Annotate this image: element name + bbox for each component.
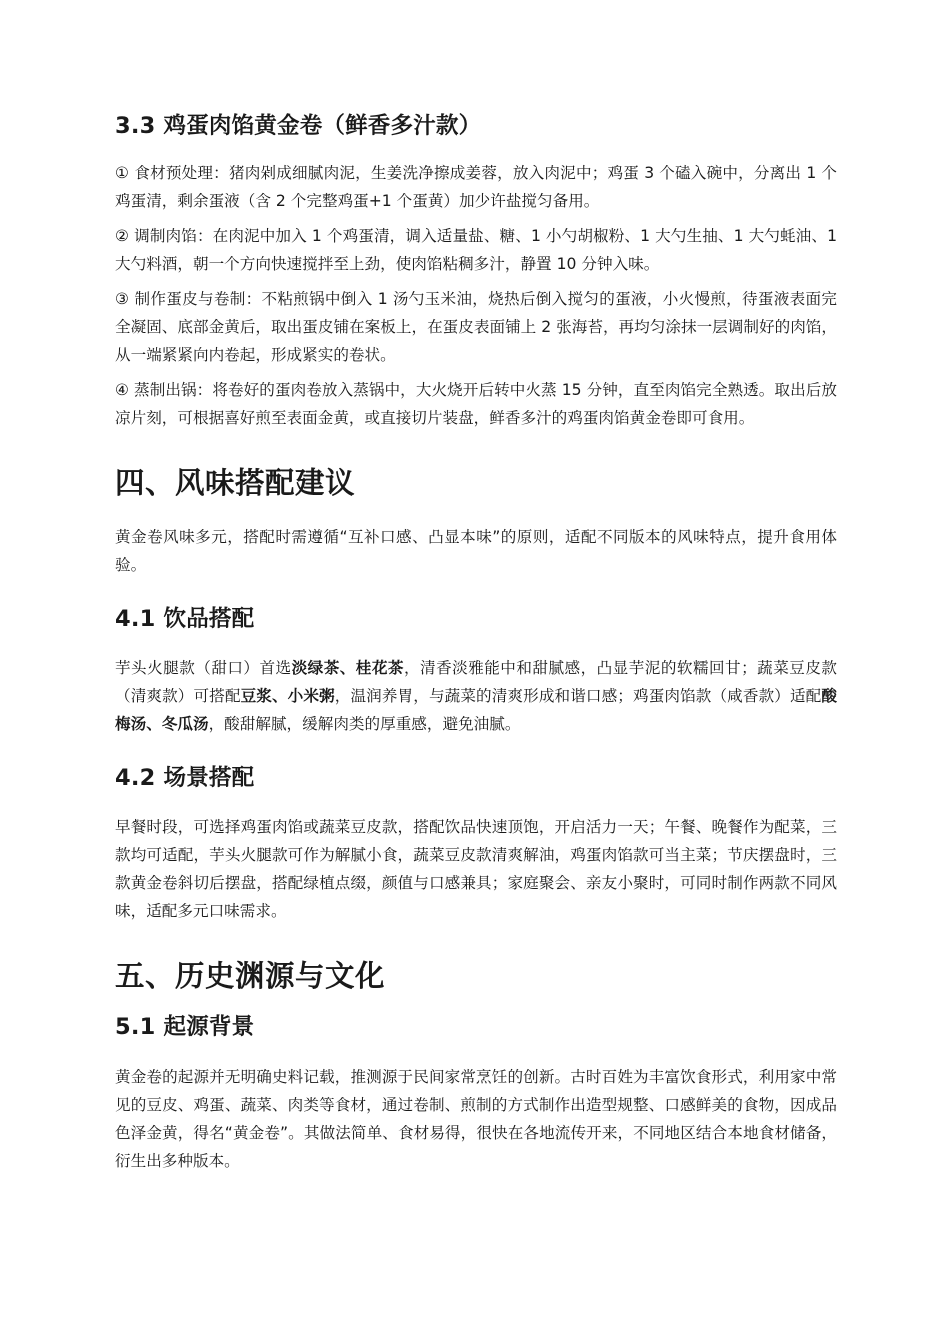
drink-text-1: 芋头火腿款（甜口）首选 <box>115 658 292 677</box>
section-heading-5-1: 5.1 起源背景 <box>115 1014 255 1041</box>
step-paragraph-4: ④ 蒸制出锅：将卷好的蛋肉卷放入蒸锅中，大火烧开后转中火蒸 15 分钟，直至肉馅完全熟透。取出后放凉片刻，可根据喜好煎至表面金黄，或直接切片装盘，鲜香多汁的鸡蛋肉馅黄金卷即可食用。 <box>115 381 837 428</box>
section-heading-4-1: 4.1 饮品搭配 <box>115 605 255 632</box>
drink-highlight-1: 淡绿茶、桂花茶 <box>291 658 404 677</box>
chapter-heading-5: 五、历史渊源与文化 <box>115 959 386 994</box>
step-paragraph-1: ① 食材预处理：猪肉剁成细腻肉泥，生姜洗净擦成姜蓉，放入肉泥中；鸡蛋 3 个磕入碗中，分离出 1 个鸡蛋清，剩余蛋液（含 2 个完整鸡蛋+1 个蛋黄）加少许盐搅匀备用。 <box>115 164 837 211</box>
drink-text-3: ，温润养胃，与蔬菜的清爽形成和谐口感；鸡蛋肉馅款（咸香款）适配 <box>334 686 822 705</box>
section-heading-4-2: 4.2 场景搭配 <box>115 764 255 791</box>
chapter-4-intro: 黄金卷风味多元，搭配时需遵循“互补口感、凸显本味”的原则，适配不同版本的风味特点，提升食用体验。 <box>115 527 837 574</box>
drink-text-2: ，清香淡雅能中和甜腻感，凸显芋泥的软糯回甘；蔬菜豆皮款（清爽款）可搭配 <box>115 658 837 705</box>
drink-text-4: ，酸甜解腻，缓解肉类的厚重感，避免油腻。 <box>208 714 521 733</box>
chapter-heading-4: 四、风味搭配建议 <box>115 466 356 501</box>
scene-pairing-paragraph: 早餐时段，可选择鸡蛋肉馅或蔬菜豆皮款，搭配饮品快速顶饱，开启活力一天；午餐、晚餐作为配菜，三款均可适配，芋头火腿款可作为解腻小食，蔬菜豆皮款清爽解油，鸡蛋肉馅款可当主菜；节庆摆盘时，三款黄金卷斜切后摆盘，搭配绿植点缀，颜值与口感兼具；家庭聚会、亲友小聚时，可同时制作两款不同风味，适配多元口味需求。 <box>115 818 837 921</box>
document-page <box>115 112 837 1175</box>
section-heading-3-3: 3.3 鸡蛋肉馅黄金卷（鲜香多汁款） <box>115 113 482 139</box>
drink-highlight-3: 酸梅汤、冬瓜汤 <box>115 686 837 733</box>
origin-paragraph: 黄金卷的起源并无明确史料记载，推测源于民间家常烹饪的创新。古时百姓为丰富饮食形式，利用家中常见的豆皮、鸡蛋、蔬菜、肉类等食材，通过卷制、煎制的方式制作出造型规整、口感鲜美的食物，因成品色泽金黄，得名“黄金卷”。其做法简单、食材易得，很快在各地流传开来，不同地区结合本地食材储备，衍生出多种版本。 <box>115 1067 837 1170</box>
drink-highlight-2: 豆浆、小米粥 <box>240 686 335 705</box>
drink-pairing-paragraph <box>115 654 837 738</box>
step-paragraph-2: ② 调制肉馅：在肉泥中加入 1 个鸡蛋清，调入适量盐、糖、1 小勺胡椒粉、1 大勺生抽、1 大勺蚝油、1 大勺料酒，朝一个方向快速搅拌至上劲，使肉馅粘稠多汁，静置 10 分钟入味。 <box>115 227 837 274</box>
step-paragraph-3: ③ 制作蛋皮与卷制：不粘煎锅中倒入 1 汤勺玉米油，烧热后倒入搅匀的蛋液，小火慢煎，待蛋液表面完全凝固、底部金黄后，取出蛋皮铺在案板上，在蛋皮表面铺上 2 张海苔，再均匀涂抹一层调制好的肉馅，从一端紧紧向内卷起，形成紧实的卷状。 <box>115 290 837 365</box>
